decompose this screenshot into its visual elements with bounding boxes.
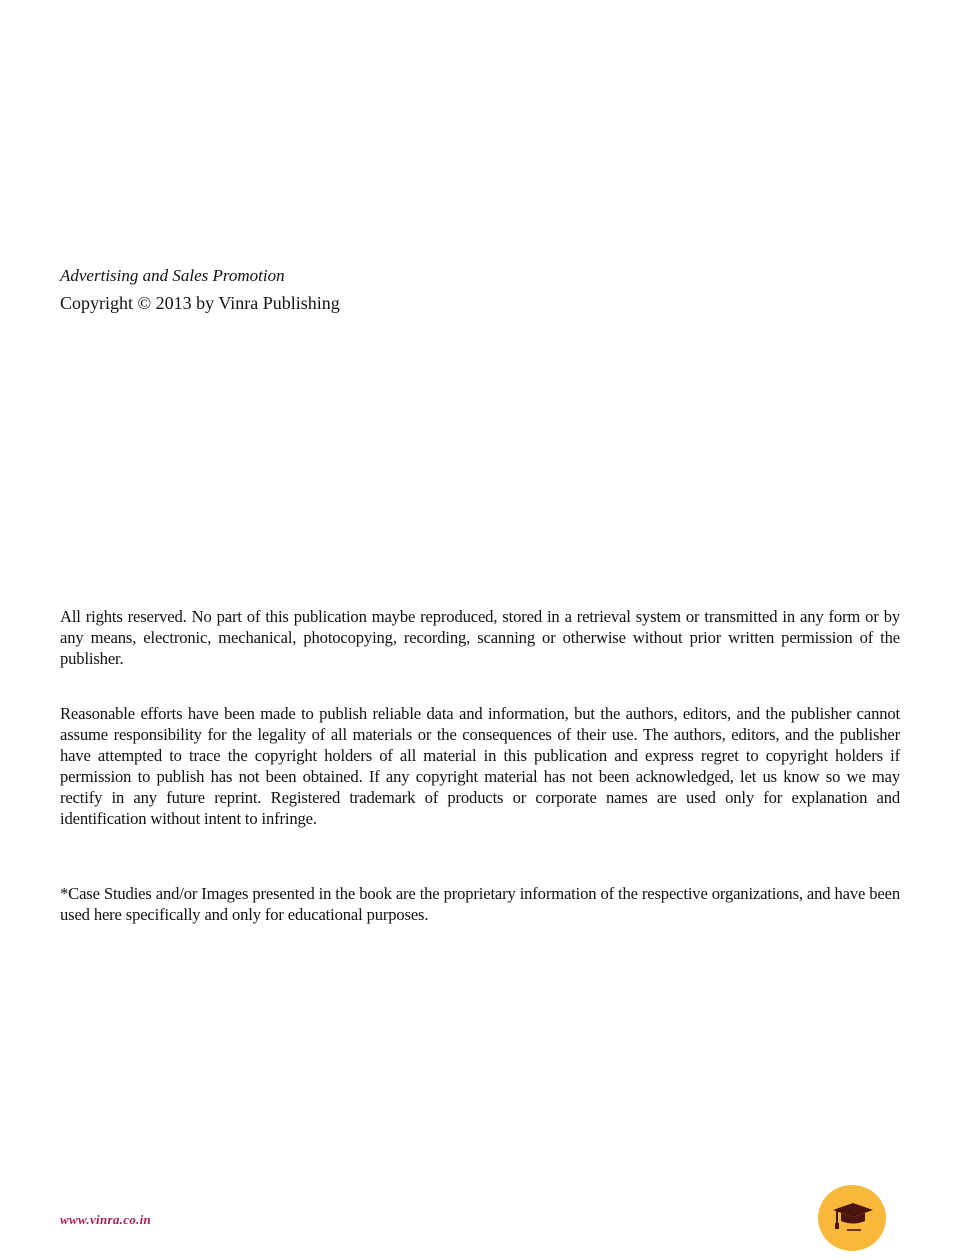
book-title: Advertising and Sales Promotion bbox=[60, 266, 285, 285]
graduation-cap-icon bbox=[829, 1198, 875, 1238]
copyright-line: Copyright © 2013 by Vinra Publishing bbox=[60, 293, 340, 313]
publisher-logo bbox=[818, 1185, 886, 1251]
footer-website-link[interactable]: www.vinra.co.in bbox=[60, 1212, 152, 1227]
disclaimer-paragraph: Reasonable efforts have been made to publish reliable data and information, but the authors, editors, and the publisher cannot assume responsibility for the legality of all materials or the consequences of their use. The authors, editors, and the publisher have attempted to trace the copyright holders of all material in this publication and express regret to copyright holders if permission to publish has not been obtained. If any copyright material has not been acknowledged, let us know so we may rectify in any future reprint. Registered trademark of products or corporate names are used only for explanation and identification without intent to infringe. bbox=[60, 704, 900, 828]
case-studies-note: *Case Studies and/or Images presented in the book are the proprietary information of the respective organizations, and have been used here specifically and only for educational purposes. bbox=[60, 884, 900, 924]
rights-reserved-paragraph: All rights reserved. No part of this publication maybe reproduced, stored in a retrieval system or transmitted in any form or by any means, electronic, mechanical, photocopying, recording, scanning or otherwise without prior written permission of the publisher. bbox=[60, 607, 900, 668]
